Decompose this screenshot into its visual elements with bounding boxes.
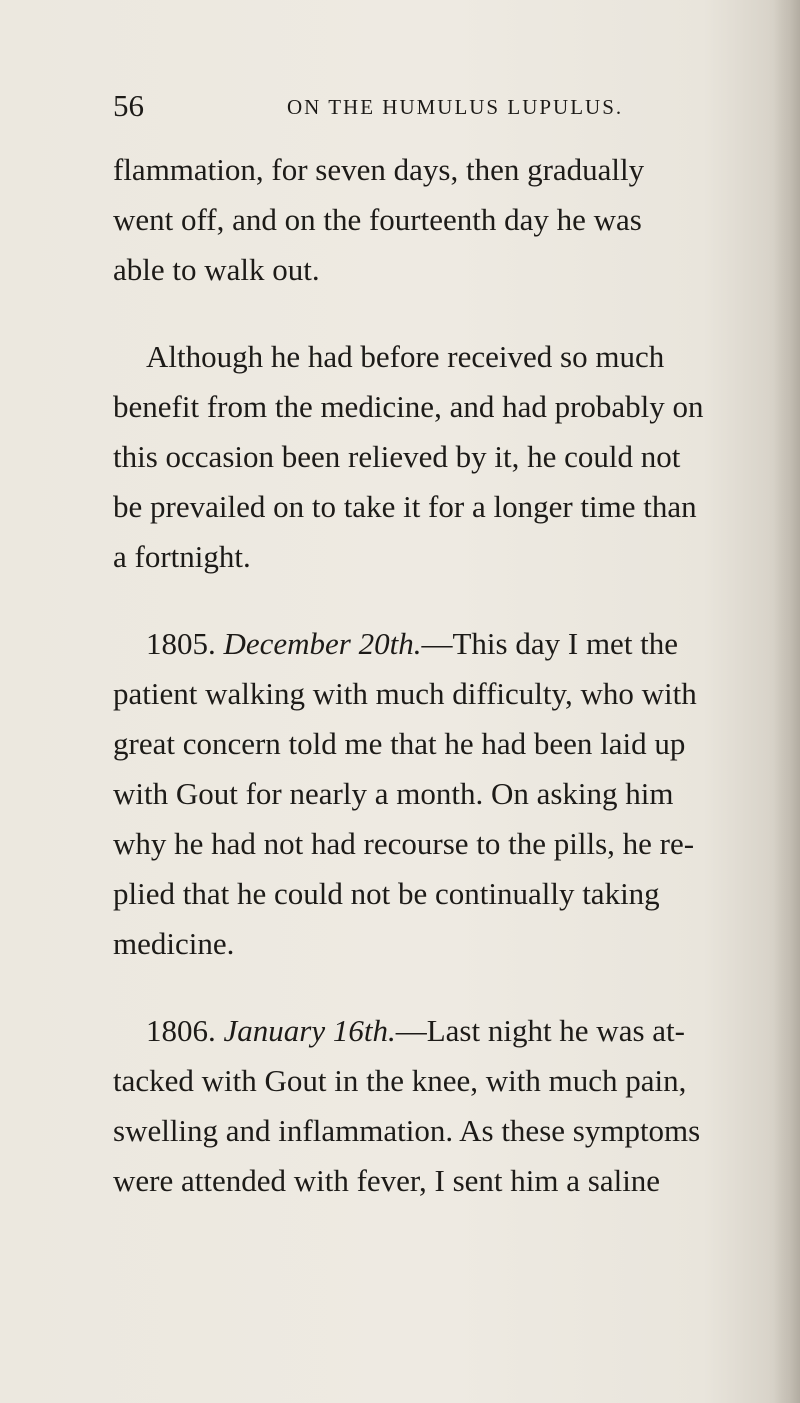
entry-year: 1806. xyxy=(146,1013,216,1048)
page-number: 56 xyxy=(113,88,144,123)
text-line: great concern told me that he had been laid up xyxy=(113,726,686,761)
text-line: benefit from the medicine, and had probably on xyxy=(113,389,704,424)
page-edge-shadow xyxy=(774,0,800,1403)
text-line: why he had not had recourse to the pills, he re- xyxy=(113,826,695,861)
entry-date: January 16th. xyxy=(223,1013,396,1048)
running-head: ON THE HUMULUS LUPULUS. xyxy=(287,95,624,119)
entry-text: —This day I met the xyxy=(421,626,679,661)
entry-year: 1805. xyxy=(146,626,216,661)
text-line: with Gout for nearly a month. On asking him xyxy=(113,776,674,811)
entry-line xyxy=(146,1011,685,1051)
text-line: plied that he could not be continually taking xyxy=(113,876,660,911)
entry-date: December 20th. xyxy=(223,626,422,661)
entry-text: —Last night he was at- xyxy=(395,1013,685,1048)
text-line: be prevailed on to take it for a longer time than xyxy=(113,489,697,524)
text-line: a fortnight. xyxy=(113,539,251,574)
text-line: were attended with fever, I sent him a saline xyxy=(113,1163,661,1198)
text-line: swelling and inflammation. As these symptoms xyxy=(113,1113,701,1148)
entry-line xyxy=(146,624,678,664)
text-line: went off, and on the fourteenth day he was xyxy=(113,202,642,237)
text-line: this occasion been relieved by it, he could not xyxy=(113,439,681,474)
text-line: medicine. xyxy=(113,926,235,961)
text-line: able to walk out. xyxy=(113,252,320,287)
text-line: tacked with Gout in the knee, with much pain, xyxy=(113,1063,687,1098)
text-line: patient walking with much difficulty, who with xyxy=(113,676,697,711)
page-header xyxy=(113,84,753,124)
text-line: flammation, for seven days, then gradually xyxy=(113,152,645,187)
text-line: Although he had before received so much xyxy=(146,339,665,374)
